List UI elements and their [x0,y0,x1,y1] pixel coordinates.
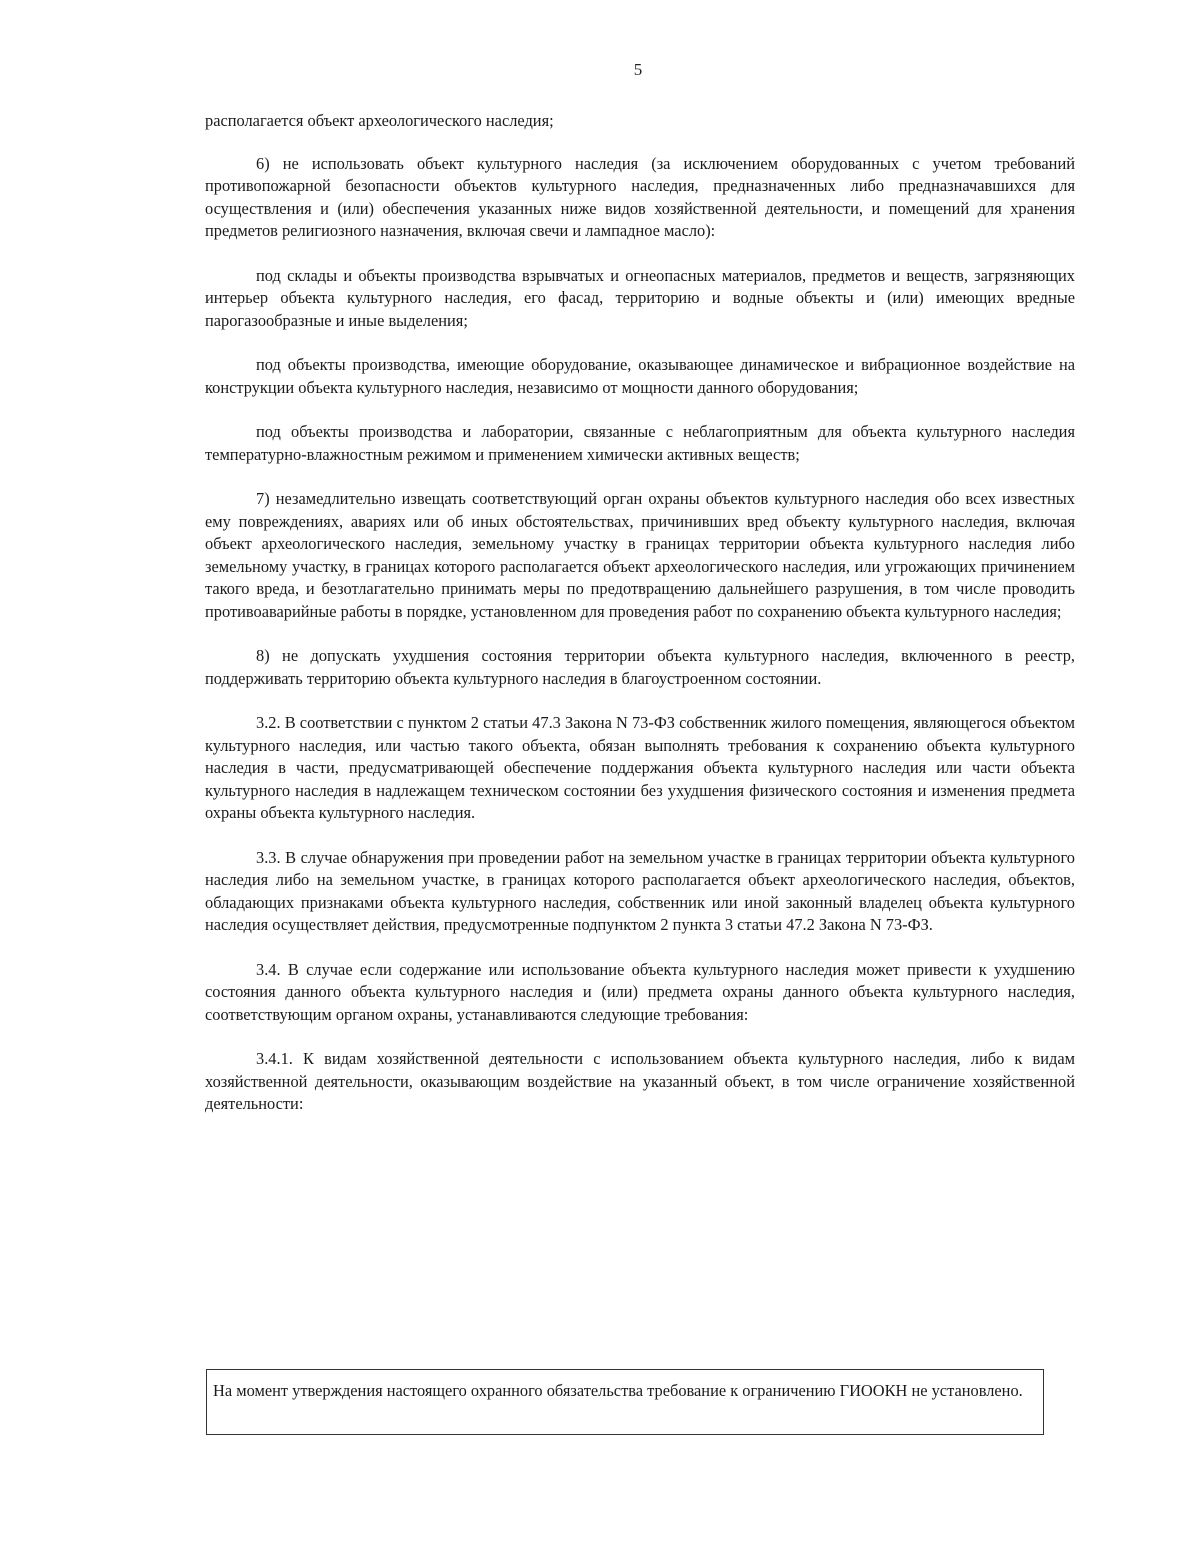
paragraph-production-equipment: под объекты производства, имеющие оборудование, оказывающее динамическое и вибрационное воздействие на конструкции объекта культурного наследия, независимо от мощности данного оборудования; [205,355,1075,397]
paragraph-item-8: 8) не допускать ухудшения состояния территории объекта культурного наследия, включенного в реестр, поддерживать территорию объекта культурного наследия в благоустроенном состоянии. [205,646,1075,688]
document-body [205,110,1075,1138]
paragraph-warehouses: под склады и объекты производства взрывчатых и огнеопасных материалов, предметов и веществ, загрязняющих интерьер объекта культурного наследия, его фасад, территорию и водные объекты и (или) имеющих вредные парогазообразные и иные выделения; [205,265,1075,330]
paragraph-3-2: 3.2. В соответствии с пунктом 2 статьи 47.3 Закона N 73-ФЗ собственник жилого помещения, являющегося объектом культурного наследия, или частью такого объекта, обязан выполнять требования к сохранению объекта культурного наследия в части, предусматривающей обеспечение поддержания объекта культурного наследия или части объекта культурного наследия в надлежащем техническом состоянии без ухудшения физического состояния и изменения предмета охраны объекта культурного наследия. [205,713,1075,822]
paragraph-continuation: располагается объект археологического наследия; [205,111,554,130]
paragraph-item-6: 6) не использовать объект культурного наследия (за исключением оборудованных с учетом требований противопожарной безопасности объектов культурного наследия, предназначенных либо предназначавшихся для осуществления и (или) обеспечения указанных ниже видов хозяйственной деятельности, и помещений для хранения предметов религиозного назначения, включая свечи и лампадное масло): [205,153,1075,240]
paragraph-3-4: 3.4. В случае если содержание или использование объекта культурного наследия может привести к ухудшению состояния данного объекта культурного наследия и (или) предмета охраны данного объекта культурного наследия, соответствующим органом охраны, устанавливаются следующие требования: [205,959,1075,1024]
notice-box [206,1369,1044,1435]
paragraph-laboratories: под объекты производства и лаборатории, связанные с неблагоприятным для объекта культурного наследия температурно-влажностным режимом и применением химически активных веществ; [205,422,1075,464]
notice-text: На момент утверждения настоящего охранного обязательства требование к ограничению ГИООКН не установлено. [213,1381,1023,1400]
paragraph-item-7: 7) незамедлительно извещать соответствующий орган охраны объектов культурного наследия обо всех известных ему повреждениях, авариях или об иных обстоятельствах, причинивших вред объекту культурного наследия, включая объект археологического наследия, земельному участку в границах территории объекта культурного наследия либо земельному участку, в границах которого располагается объект археологического наследия, или угрожающих причинением такого вреда, и безотлагательно принимать меры по предотвращению дальнейшего разрушения, в том числе проводить противоаварийные работы в порядке, установленном для проведения работ по сохранению объекта культурного наследия; [205,489,1075,621]
paragraph-3-3: 3.3. В случае обнаружения при проведении работ на земельном участке в границах территории объекта культурного наследия либо на земельном участке, в границах которого располагается объект археологического наследия, объектов, обладающих признаками объекта культурного наследия, собственник или иной законный владелец объекта культурного наследия осуществляет действия, предусмотренные подпунктом 2 пункта 3 статьи 47.2 Закона N 73-ФЗ. [205,847,1075,934]
page-number: 5 [633,60,643,79]
paragraph-3-4-1: 3.4.1. К видам хозяйственной деятельности с использованием объекта культурного наследия, либо к видам хозяйственной деятельности, оказывающим воздействие на указанный объект, в том числе ограничение хозяйственной деятельности: [205,1049,1075,1113]
